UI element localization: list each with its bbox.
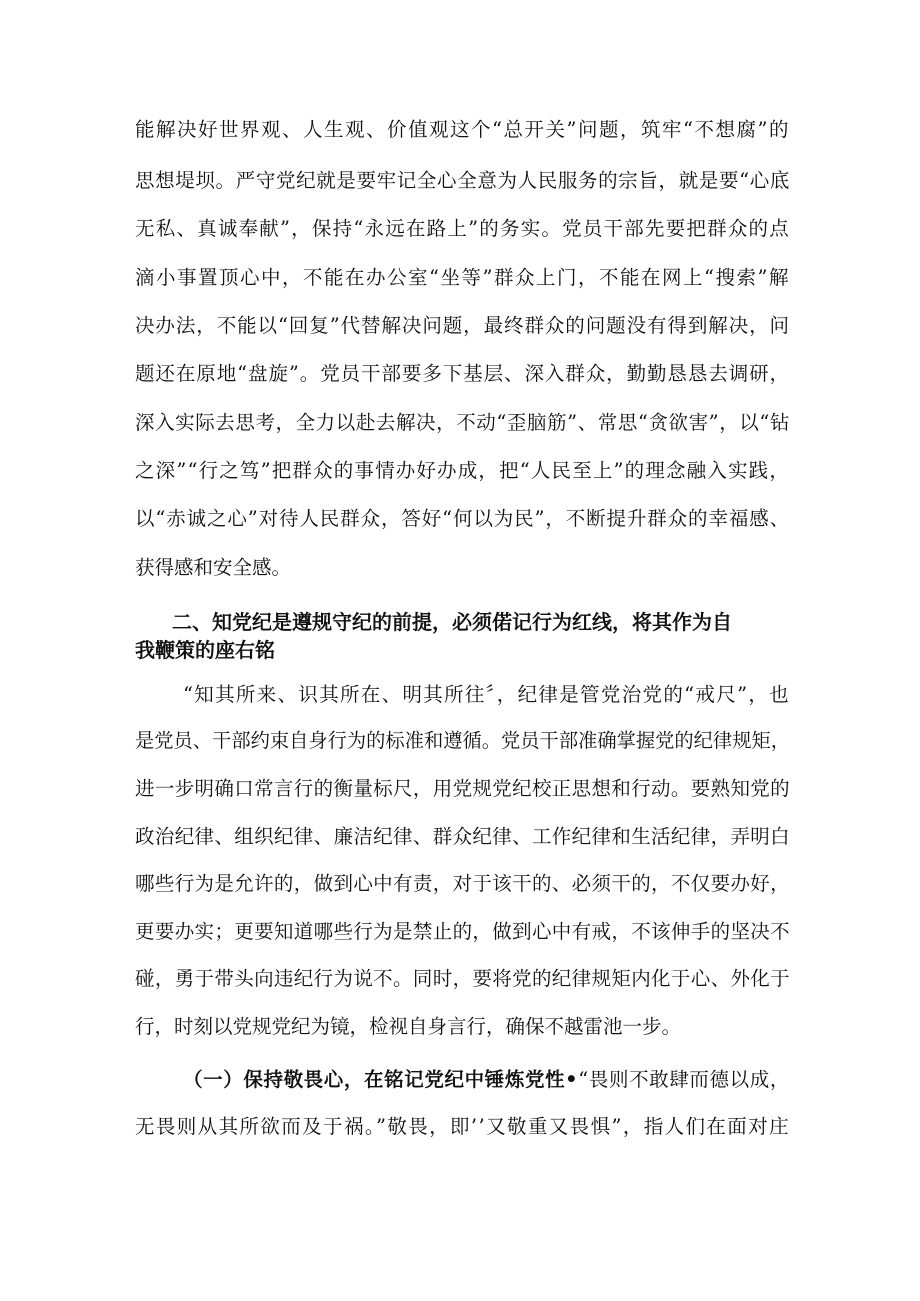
body-line-text: 进一步明确口常言行的衡量标尺，用党规党纪校正思想和行动。要熟知党的: [135, 777, 790, 800]
body-line-text: 决办法，不能以“回复”代替解决问题，最终群众的问题没有得到解决，问: [135, 314, 790, 337]
body-line: [135, 1113, 790, 1141]
body-line-last: [135, 554, 790, 582]
body-line: [135, 918, 790, 946]
body-line-text: 思想堤坝。严守党纪就是要牢记全心全意为人民服务的宗旨，就是要“心底: [135, 169, 790, 192]
quotation-text: “畏则不敢肆而德以成，: [578, 1068, 790, 1091]
body-line-text: 题还在原地“盘旋”。党员干部要多下基层、深入群众，勤勤恳恳去调研，: [135, 362, 790, 385]
body-line-text: 无私、真诚奉献”，保持“永远在路上”的务实。党员干部先要把群众的点: [135, 217, 790, 240]
subsection-lead-text: [183, 1066, 790, 1094]
body-line: [135, 457, 790, 485]
body-line: [135, 775, 790, 803]
body-line: [135, 215, 790, 243]
body-line-text: 行，时刻以党规党纪为镜，检视自身言行，确保不越雷池一步。: [135, 1015, 682, 1038]
body-line-text: “知其所来、识其所在、明其所往〞，纪律是管党治党的“戒尺”，也: [183, 683, 790, 706]
body-line-text: 之深”“行之笃”把群众的事情办好办成，把“人民至上”的理念融入实践，: [135, 459, 790, 482]
body-line-text: 碰，勇于带头向违纪行为说不。同时，要将党的纪律规矩内化于心、外化于: [135, 967, 790, 990]
subsection-lead-line: [183, 1066, 790, 1094]
body-line: [135, 505, 790, 533]
body-line: [135, 965, 790, 993]
body-line-text: 更要办实；更要知道哪些行为是禁止的，做到心中有戒，不该伸手的坚决不: [135, 920, 790, 943]
body-line-text: 无畏则从其所欲而及于祸。”敬畏，即’’又敬重又畏惧”，指人们在面对庄: [135, 1115, 790, 1138]
body-line: [135, 116, 790, 144]
body-line: [135, 312, 790, 340]
body-line: [135, 823, 790, 851]
section-heading-line: [172, 608, 772, 636]
body-line-text: 滴小事置顶心中，不能在办公室“坐等”群众上门，不能在网上“搜索”解: [135, 266, 790, 289]
body-line-text: 是党员、干部约束自身行为的标准和遵循。党员干部准确掌握党的纪律规矩，: [135, 729, 790, 752]
body-line: [135, 264, 790, 292]
body-line-last: [135, 1013, 790, 1041]
body-line: [135, 870, 790, 898]
body-line-text: 以“赤诚之心”对待人民群众，答好“何以为民”，不断提升群众的幸福感、: [135, 507, 790, 530]
body-line: [135, 727, 790, 755]
body-line: [135, 167, 790, 195]
subsection-title: （一）保持敬畏心，在铭记党纪中锤炼党性•: [183, 1068, 579, 1091]
body-line-text: 获得感和安全感。: [135, 556, 292, 579]
body-line: [135, 360, 790, 388]
body-line-text: 政治纪律、组织纪律、廉洁纪律、群众纪律、工作纪律和生活纪律，弄明白: [135, 825, 790, 848]
body-line-text: 哪些行为是允许的，做到心中有责，对于该干的、必须干的，不仅要办好，: [135, 872, 790, 895]
body-line: [135, 409, 790, 437]
body-line: [183, 681, 790, 709]
section-heading-text: 我鞭策的座右铭: [135, 638, 275, 662]
body-line-text: 能解决好世界观、人生观、价值观这个“总开关”问题，筑牢“不想腐”的: [135, 118, 790, 141]
section-heading-text: 二、知党纪是遵规守纪的前提，必须偌记行为红线，将其作为自: [172, 610, 732, 634]
body-line-text: 深入实际去思考，全力以赴去解决，不动“歪脑筋”、常思“贪欲害”，以“钻: [135, 411, 790, 434]
section-heading-line: [135, 636, 790, 664]
